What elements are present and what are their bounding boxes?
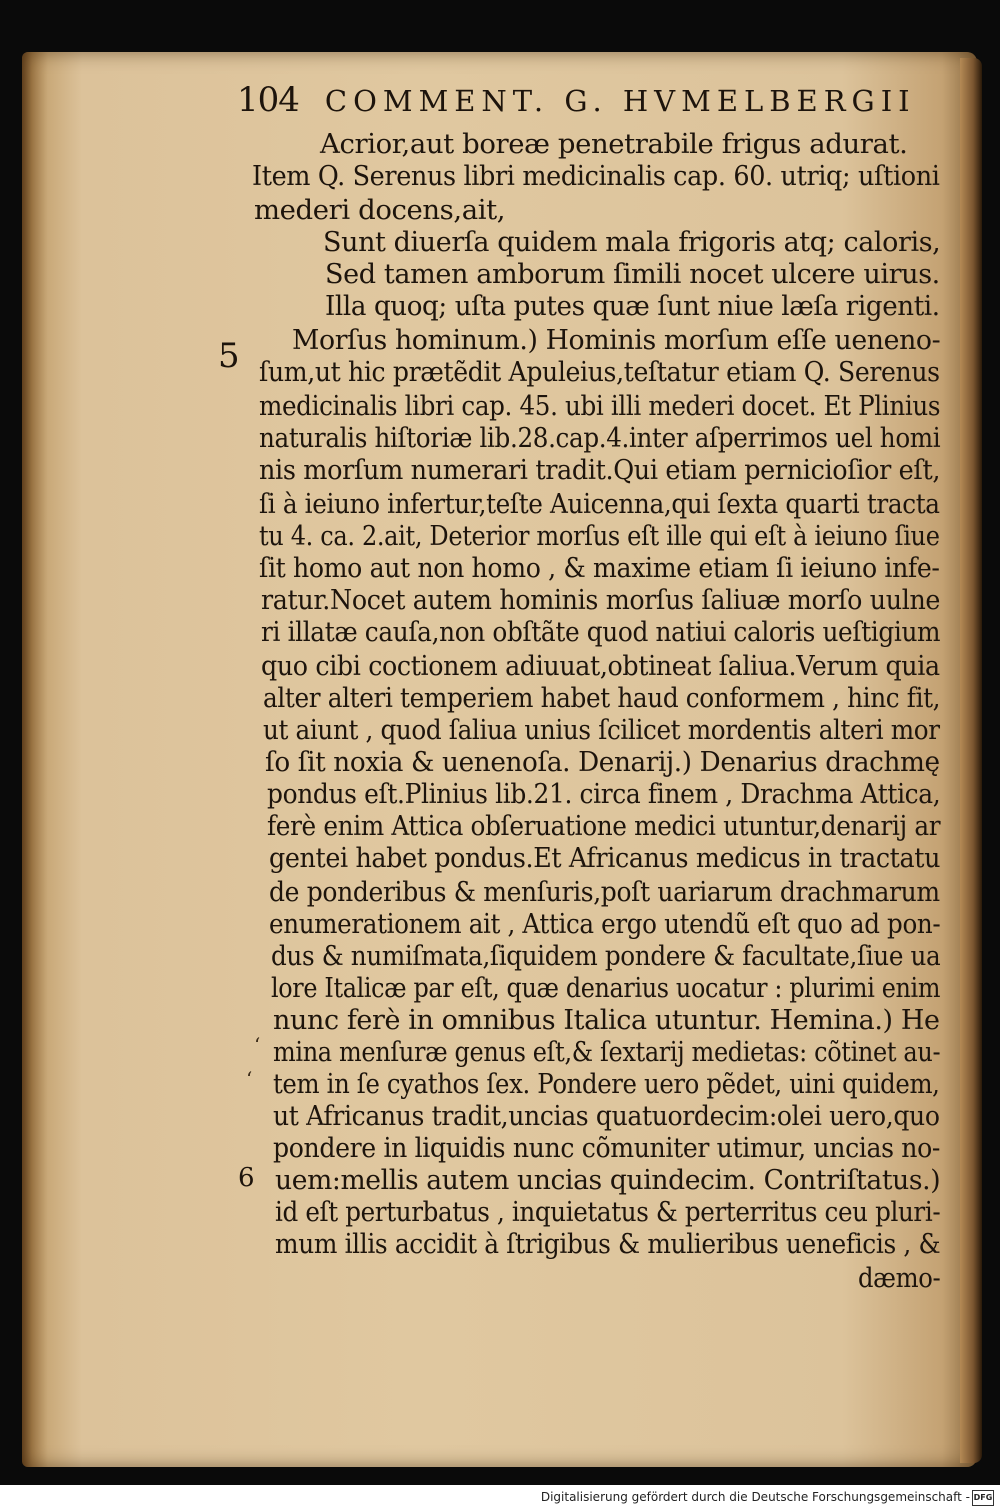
- text-line: quo cibi coctionem adiuuat,obtineat ſaliua.Verum quia: [261, 650, 940, 682]
- running-head: [237, 80, 916, 120]
- text-line: enumerationem ait , Attica ergo utendũ eſt quo ad pon-: [269, 908, 941, 940]
- text-line: Illa quoq; uſta putes quæ ſunt niue læſa rigenti.: [325, 290, 940, 322]
- text-line: Sed tamen amborum ſimili nocet ulcere uirus.: [325, 258, 940, 290]
- text-line: medicinalis libri cap. 45. ubi illi mederi docet. Et Plinius: [259, 390, 941, 422]
- text-line: Morſus hominum.) Hominis morſum eſſe ueneno-: [292, 324, 941, 356]
- text-line: ſo ſit noxia & uenenoſa. Denarij.) Denarius drachmę: [265, 746, 940, 778]
- text-line: ri illatæ cauſa,non obſtãte quod natiui caloris ueſtigium: [261, 616, 941, 648]
- text-line: alter alteri temperiem habet haud conformem , hinc fit,: [263, 682, 941, 714]
- text-line: mederi docens,ait,: [254, 194, 506, 226]
- text-line: uem:mellis autem uncias quindecim. Contriſtatus.): [275, 1164, 941, 1196]
- text-line: tu 4. ca. 2.ait, Deterior morſus eſt ille qui eſt à ieiuno ſiue: [259, 520, 940, 552]
- text-line: ſi à ieiuno infertur,teſte Auicenna,qui ſexta quarti tracta: [259, 488, 940, 520]
- text-line: gentei habet pondus.Et Africanus medicus in tractatu: [269, 842, 941, 874]
- text-line: mina menſuræ genus eſt,& ſextarij medietas: cõtinet au-: [273, 1036, 941, 1068]
- text-line: naturalis hiſtoriæ lib.28.cap.4.inter aſperrimos uel homi: [259, 422, 941, 454]
- margin-mark-6: 6: [238, 1163, 255, 1193]
- text-line: id eſt perturbatus , inquietatus & perterritus ceu pluri-: [275, 1196, 941, 1228]
- text-line: nis morſum numerari tradit.Qui etiam pernicioſior eſt,: [259, 454, 941, 486]
- text-line: ut aiunt , quod ſaliua unius ſcilicet mordentis alteri mor: [263, 714, 940, 746]
- text-line: pondere in liquidis nunc cõmuniter utimur, uncias no-: [273, 1132, 941, 1164]
- dfg-logo-icon: DFG: [972, 1490, 994, 1506]
- text-line: ſum,ut hic prætẽdit Apuleius,teſtatur etiam Q. Serenus: [259, 356, 940, 388]
- margin-mark-5: 5: [218, 336, 240, 376]
- text-line: ſit homo aut non homo , & maxime etiam ſi ieiuno infe-: [259, 552, 940, 584]
- text-line: Item Q. Serenus libri medicinalis cap. 60. utriq; uſtioni: [252, 160, 940, 192]
- running-title: COMMENT. G. HVMELBERGII: [324, 84, 916, 118]
- text-line: nunc ferè in omnibus Italica utuntur. Hemina.) He: [273, 1004, 940, 1036]
- text-line: lore Italicæ par eſt, quæ denarius uocatur : plurimi enim: [271, 972, 941, 1004]
- page-number: 104: [237, 80, 299, 120]
- text-line: de ponderibus & menſuris,poſt uariarum drachmarum: [269, 876, 940, 908]
- catchword: dæmo-: [858, 1262, 941, 1294]
- footer-credit: Digitalisierung gefördert durch die Deutsche Forschungsgemeinschaft -: [540, 1490, 970, 1504]
- text-line: Sunt diuerſa quidem mala frigoris atq; caloris,: [323, 226, 941, 258]
- margin-tick: ‘: [254, 1033, 261, 1057]
- text-line: ratur.Nocet autem hominis morſus ſaliuæ morſo uulne: [261, 584, 941, 616]
- text-line: ferè enim Attica obſeruatione medici utuntur,denarij ar: [267, 810, 941, 842]
- text-line: ut Africanus tradit,uncias quatuordecim:olei uero,quo: [273, 1100, 940, 1132]
- digitization-footer: [0, 1485, 1000, 1511]
- text-line: Acrior,aut boreæ penetrabile frigus adurat.: [320, 128, 908, 160]
- text-line: dus & numiſmata,ſiquidem pondere & facultate,ſiue ua: [271, 940, 941, 972]
- text-line: tem in ſe cyathos ſex. Pondere uero pẽdet, uini quidem,: [273, 1068, 940, 1100]
- margin-tick: ‘: [246, 1067, 253, 1091]
- text-line: mum illis accidit à ſtrigibus & mulieribus ueneficis , &: [275, 1228, 941, 1260]
- text-line: pondus eſt.Plinius lib.21. circa finem , Drachma Attica,: [267, 778, 941, 810]
